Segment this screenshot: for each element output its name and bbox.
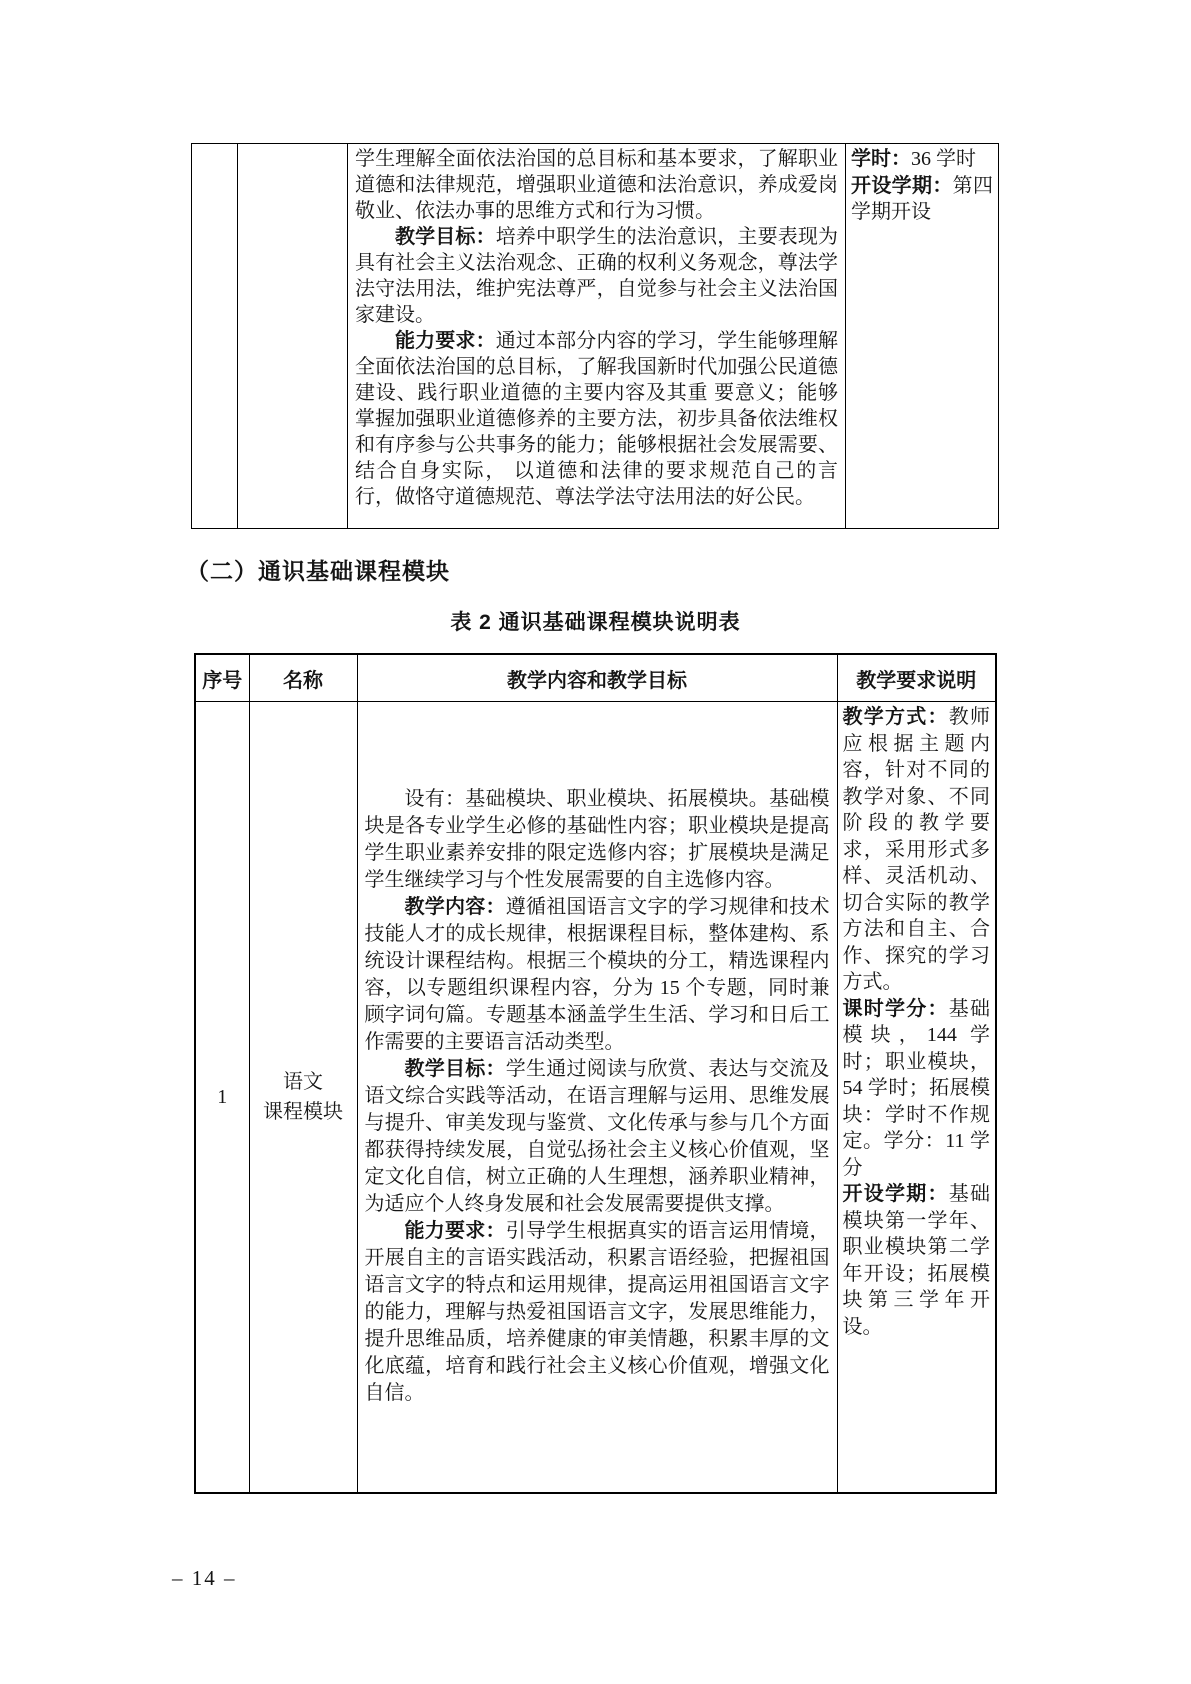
header-content: 教学内容和教学目标 <box>357 654 837 702</box>
ability-requirement-text: 引导学生根据真实的语言运用情境，开展自主的言语实践活动，积累言语经验，把握祖国语言文字的特点和运用规律，提高运用祖国语言文字的能力，理解与热爱祖国语言文字，发展思维能力，提升思维品质，培养健康的审美情趣，积累丰厚的文化底蕴，培育和践行社会主义核心价值观，增强文化自信。 <box>364 1220 830 1405</box>
teaching-goal-paragraph <box>365 1056 830 1218</box>
ability-requirement-label: 能力要求： <box>395 330 496 352</box>
table-header-row <box>195 654 996 702</box>
section-heading: （二）通识基础课程模块 <box>186 558 450 584</box>
modules-overview-paragraph: 设有：基础模块、职业模块、拓展模块。基础模块是各专业学生必修的基础性内容；职业模块是提高学生职业素养安排的限定选修内容；扩展模块是满足学生继续学习与个性发展需要的自主选修内容。 <box>364 788 830 892</box>
table-row <box>192 144 999 529</box>
ability-requirement-paragraph <box>365 1218 830 1407</box>
teaching-method-paragraph <box>843 704 991 996</box>
teaching-goal-label: 教学目标： <box>404 1058 506 1081</box>
teaching-content-label: 教学内容： <box>404 896 506 919</box>
credit-hours-text: 基础模块，144 学时；职业模块，54 学时；拓展模块：学时不作规定。学分：11 学分 <box>842 997 990 1179</box>
table-law-course-continued <box>191 143 999 529</box>
seq-cell: 1 <box>195 702 249 1493</box>
header-seq: 序号 <box>195 654 249 702</box>
header-requirements: 教学要求说明 <box>837 654 996 702</box>
ability-requirement-label: 能力要求： <box>404 1220 506 1243</box>
name-cell-empty <box>238 144 348 529</box>
teaching-goal-text: 学生通过阅读与欣赏、表达与交流及语文综合实践等活动，在语言理解与运用、思维发展与提升、审美发现与鉴赏、文化传承与参与几个方面都获得持续发展，自觉弘扬社会主义核心价值观，坚定文化自信，树立正确的人生理想，涵养职业精神，为适应个人终身发展和社会发展需要提供支撑。 <box>364 1058 830 1216</box>
semester-text: 基础模块第一学年、职业模块第二学年开设；拓展模块第三学年开设。 <box>842 1183 990 1338</box>
credit-hours-label: 课时学分： <box>842 997 949 1020</box>
semester-value: 第四学期开设 <box>851 174 994 223</box>
content-cell <box>348 144 846 529</box>
table-row <box>195 702 996 1493</box>
name-cell <box>249 702 357 1493</box>
class-hours-value: 36 学时 <box>911 148 976 170</box>
course-name-line1: 语文 <box>283 1070 323 1093</box>
semester-label: 开设学期： <box>851 174 953 197</box>
semester-label: 开设学期： <box>842 1183 949 1205</box>
page-number: – 14 – <box>172 1566 237 1590</box>
semester-paragraph <box>851 173 993 226</box>
teaching-method-text: 教师应根据主题内容，针对不同的教学对象、不同阶段的教学要求，采用形式多样、灵活机动、切合实际的教学方法和自主、合作、探究的学习方式。 <box>842 706 990 993</box>
teaching-content-text: 遵循祖国语言文字的学习规律和技术技能人才的成长规律，根据课程目标，整体建构、系统设计课程结构。根据三个模块的分工，精选课程内容，以专题组织课程内容，分为 15 个专题，同时兼顾字词句篇。专题基本涵盖学生生活、学习和日后工作需要的主要语言活动类型。 <box>364 896 830 1054</box>
course-name-line2: 课程模块 <box>263 1100 343 1123</box>
teaching-goal-paragraph <box>355 224 838 328</box>
credit-hours-paragraph <box>843 996 991 1182</box>
content-cell <box>357 702 837 1493</box>
class-hours-label: 学时： <box>851 148 911 170</box>
teaching-method-label: 教学方式： <box>842 706 949 728</box>
requirements-cell <box>846 144 999 529</box>
teaching-goal-label: 教学目标： <box>395 226 496 248</box>
requirements-cell <box>837 702 996 1493</box>
table2-caption: 表 2 通识基础课程模块说明表 <box>450 611 741 634</box>
content-paragraph: 学生理解全面依法治国的总目标和基本要求，了解职业道德和法律规范，增强职业道德和法治意识，养成爱岗 敬业、依法办事的思维方式和行为习惯。 <box>355 148 838 222</box>
teaching-goal-text: 培养中职学生的法治意识，主要表现为具有社会主义法治观念、正确的权利义务观念，尊法学法守法用法，维护宪法尊严，自觉参与社会主义法治国家建设。 <box>355 226 839 326</box>
general-basic-course-table <box>194 653 997 1494</box>
semester-paragraph <box>843 1181 991 1340</box>
header-name: 名称 <box>249 654 357 702</box>
ability-requirement-text: 通过本部分内容的学习，学生能够理解全面依法治国的总目标，了解我国新时代加强公民道德建设、践行职业道德的主要内容及其重 要意义；能够掌握加强职业道德修养的主要方法，初步具备依法维权和有序参与公共事务的能力；能够根据社会发展需要、结合自身实际， 以道德和法律的要求规范自己的言行，做恪守道德规范、尊法学法守法用法的好公民。 <box>355 330 839 508</box>
seq-cell-empty <box>192 144 238 529</box>
class-hours-paragraph <box>851 146 993 173</box>
ability-requirement-paragraph <box>355 328 838 510</box>
teaching-content-paragraph <box>365 894 830 1056</box>
